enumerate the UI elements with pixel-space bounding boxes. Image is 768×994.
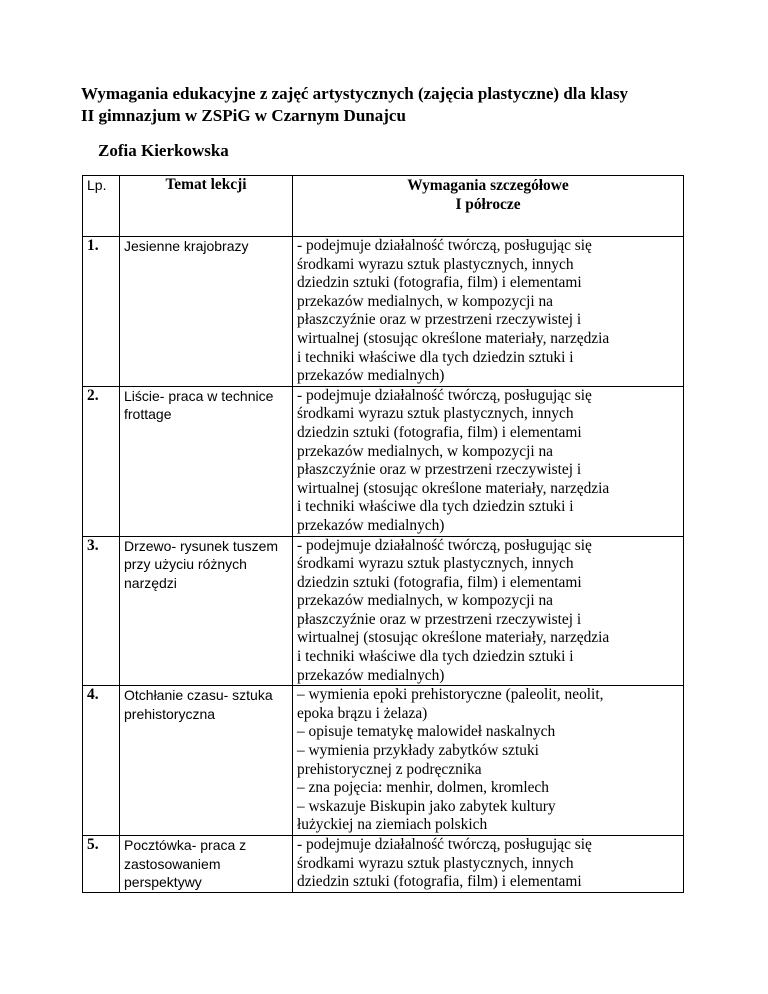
requirement-line: - podejmuje działalność twórczą, posługując się	[297, 536, 592, 554]
requirement-line: środkami wyrazu sztuk plastycznych, innych	[297, 405, 574, 423]
header-term: I półrocze	[455, 196, 521, 213]
requirement-line: wirtualnej (stosując określone materiały, narzędzia	[297, 329, 610, 347]
requirement-line: prehistorycznej z podręcznika	[297, 760, 482, 778]
requirement-line: przekazów medialnych, w kompozycji na	[297, 292, 553, 310]
row-requirements	[293, 386, 684, 536]
requirement-line: i techniki właściwe dla tych dziedzin sztuki i	[297, 648, 574, 666]
table-row	[83, 386, 684, 536]
document-title	[81, 83, 701, 127]
requirement-line: - podejmuje działalność twórczą, posługując się	[297, 237, 592, 254]
table-row	[83, 536, 684, 686]
requirement-line: – zna pojęcia: menhir, dolmen, kromlech	[297, 779, 549, 797]
requirement-line: dziedzin sztuki (fotografia, film) i elementami	[297, 423, 582, 441]
row-number: 3.	[83, 536, 120, 686]
requirement-line: dziedzin sztuki (fotografia, film) i elementami	[297, 274, 582, 292]
requirement-line: dziedzin sztuki (fotografia, film) i elementami	[297, 573, 582, 591]
row-number: 1.	[83, 237, 120, 387]
requirement-line: wirtualnej (stosując określone materiały, narzędzia	[297, 629, 610, 647]
row-number: 5.	[83, 836, 120, 893]
document-title-line-1: Wymagania edukacyjne z zajęć artystycznych (zajęcia plastyczne) dla klasy	[81, 84, 629, 103]
requirement-line: - podejmuje działalność twórczą, posługując się	[297, 836, 592, 853]
table-row	[83, 836, 684, 893]
requirement-line: – wskazuje Biskupin jako zabytek kultury	[297, 797, 556, 815]
table-header-row	[83, 176, 684, 237]
requirement-line: płaszczyźnie oraz w przestrzeni rzeczywistej i	[297, 610, 582, 628]
header-lp: Lp.	[83, 176, 120, 237]
requirement-line: – opisuje tematykę malowideł naskalnych	[297, 723, 556, 741]
requirement-line: środkami wyrazu sztuk plastycznych, innych	[297, 854, 574, 872]
requirement-line: i techniki właściwe dla tych dziedzin sztuki i	[297, 498, 574, 516]
row-topic: Jesienne krajobrazy	[120, 237, 293, 387]
header-requirements-title: Wymagania szczegółowe	[407, 177, 569, 194]
header-requirements	[293, 176, 684, 237]
row-number: 4.	[83, 686, 120, 836]
row-requirements	[293, 536, 684, 686]
requirement-line: płaszczyźnie oraz w przestrzeni rzeczywistej i	[297, 461, 582, 479]
author-name: Zofia Kierkowska	[98, 141, 229, 160]
requirement-line: przekazów medialnych)	[297, 367, 445, 385]
row-requirements	[293, 836, 684, 893]
requirement-line: płaszczyźnie oraz w przestrzeni rzeczywistej i	[297, 311, 582, 329]
requirement-line: epoka brązu i żelaza)	[297, 704, 428, 722]
row-requirements	[293, 686, 684, 836]
requirement-line: dziedzin sztuki (fotografia, film) i elementami	[297, 873, 582, 891]
requirement-line: przekazów medialnych, w kompozycji na	[297, 442, 553, 460]
requirement-line: – wymienia epoki prehistoryczne (paleolit, neolit,	[297, 686, 604, 704]
requirement-line: - podejmuje działalność twórczą, posługując się	[297, 386, 592, 404]
requirement-line: środkami wyrazu sztuk plastycznych, innych	[297, 255, 574, 273]
requirement-line: środkami wyrazu sztuk plastycznych, innych	[297, 555, 574, 573]
requirement-line: wirtualnej (stosując określone materiały, narzędzia	[297, 479, 610, 497]
row-topic: Liście- praca w technice frottage	[120, 386, 293, 536]
requirement-line: i techniki właściwe dla tych dziedzin sztuki i	[297, 348, 574, 366]
document-title-line-2: II gimnazjum w ZSPiG w Czarnym Dunajcu	[81, 106, 406, 125]
row-topic: Otchłanie czasu- sztuka prehistoryczna	[120, 686, 293, 836]
requirement-line: łużyckiej na ziemiach polskich	[297, 816, 488, 834]
table-row	[83, 686, 684, 836]
row-topic: Drzewo- rysunek tuszem przy użyciu różnych narzędzi	[120, 536, 293, 686]
table-row	[83, 237, 684, 387]
header-topic: Temat lekcji	[120, 176, 293, 237]
row-requirements	[293, 237, 684, 387]
requirement-line: przekazów medialnych)	[297, 516, 445, 534]
requirement-line: – wymienia przykłady zabytków sztuki	[297, 742, 539, 760]
row-number: 2.	[83, 386, 120, 536]
requirement-line: przekazów medialnych)	[297, 666, 445, 684]
row-topic: Pocztówka- praca z zastosowaniem perspektywy	[120, 836, 293, 893]
requirements-table	[82, 175, 684, 893]
requirement-line: przekazów medialnych, w kompozycji na	[297, 592, 553, 610]
